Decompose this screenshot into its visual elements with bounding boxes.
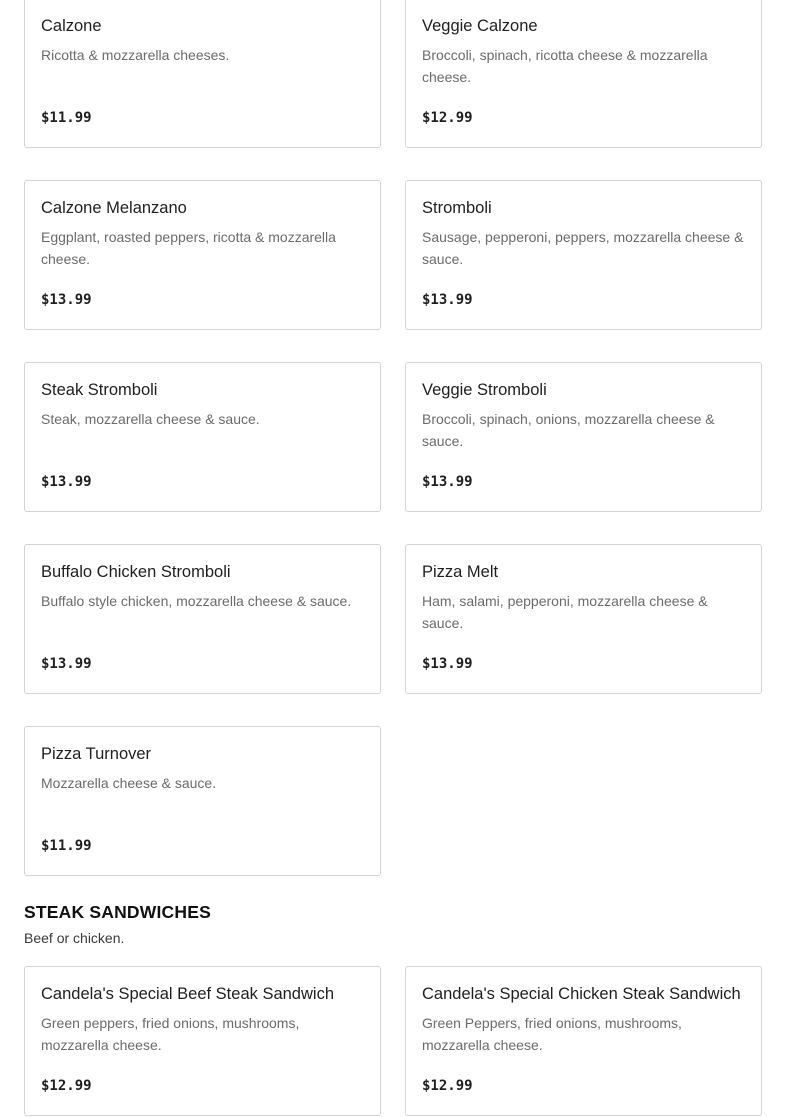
section-description: Beef or chicken. [24, 930, 125, 946]
menu-item-card[interactable] [405, 966, 762, 1116]
menu-item-price: $13.99 [41, 292, 92, 308]
menu-item-description: Eggplant, roasted peppers, ricotta & mozzarella cheese. [41, 229, 336, 267]
menu-item-description: Steak, mozzarella cheese & sauce. [41, 411, 260, 427]
menu-item-name: Stromboli [422, 199, 492, 217]
menu-item-name: Candela's Special Chicken Steak Sandwich [422, 985, 741, 1003]
menu-item-card[interactable] [24, 0, 381, 148]
menu-item-name: Pizza Melt [422, 563, 499, 581]
menu-item-description: Ham, salami, pepperoni, mozzarella cheese & sauce. [422, 593, 708, 631]
menu-item-description: Broccoli, spinach, ricotta cheese & mozzarella cheese. [422, 47, 708, 85]
menu-item-card[interactable] [24, 966, 381, 1116]
menu-item-name: Calzone Melanzano [41, 199, 187, 217]
menu-item-description: Broccoli, spinach, onions, mozzarella cheese & sauce. [422, 411, 715, 449]
menu-item-card[interactable] [24, 726, 381, 876]
menu-item-price: $13.99 [41, 474, 92, 490]
menu-item-price: $12.99 [422, 1078, 473, 1094]
menu-item-description: Green peppers, fried onions, mushrooms, mozzarella cheese. [41, 1015, 300, 1053]
menu-item-name: Pizza Turnover [41, 745, 152, 763]
menu-item-card[interactable] [405, 180, 762, 330]
menu-item-description: Sausage, pepperoni, peppers, mozzarella cheese & sauce. [422, 229, 744, 267]
menu-item-price: $12.99 [41, 1078, 92, 1094]
menu-item-name: Buffalo Chicken Stromboli [41, 563, 231, 581]
menu-item-card[interactable] [405, 544, 762, 694]
menu-item-price: $11.99 [41, 838, 92, 854]
menu-item-price: $11.99 [41, 110, 92, 126]
menu-item-card[interactable] [405, 362, 762, 512]
menu-item-card[interactable] [24, 180, 381, 330]
menu-item-name: Calzone [41, 17, 102, 35]
menu-item-description: Ricotta & mozzarella cheeses. [41, 47, 230, 63]
menu-item-card[interactable] [24, 362, 381, 512]
section-title-steak-sandwiches: STEAK SANDWICHES [24, 902, 211, 922]
menu-item-price: $13.99 [41, 656, 92, 672]
menu-item-name: Veggie Stromboli [422, 381, 547, 399]
menu-item-price: $12.99 [422, 110, 473, 126]
menu-item-description: Buffalo style chicken, mozzarella cheese & sauce. [41, 593, 352, 609]
menu-item-name: Candela's Special Beef Steak Sandwich [41, 985, 334, 1003]
menu-item-card[interactable] [405, 0, 762, 148]
menu-item-price: $13.99 [422, 474, 473, 490]
menu-item-name: Veggie Calzone [422, 17, 538, 35]
menu-item-description: Mozzarella cheese & sauce. [41, 775, 217, 791]
menu-item-name: Steak Stromboli [41, 381, 158, 399]
menu-item-price: $13.99 [422, 656, 473, 672]
menu-item-price: $13.99 [422, 292, 473, 308]
menu-item-card[interactable] [24, 544, 381, 694]
menu-item-description: Green Peppers, fried onions, mushrooms, mozzarella cheese. [422, 1015, 682, 1053]
